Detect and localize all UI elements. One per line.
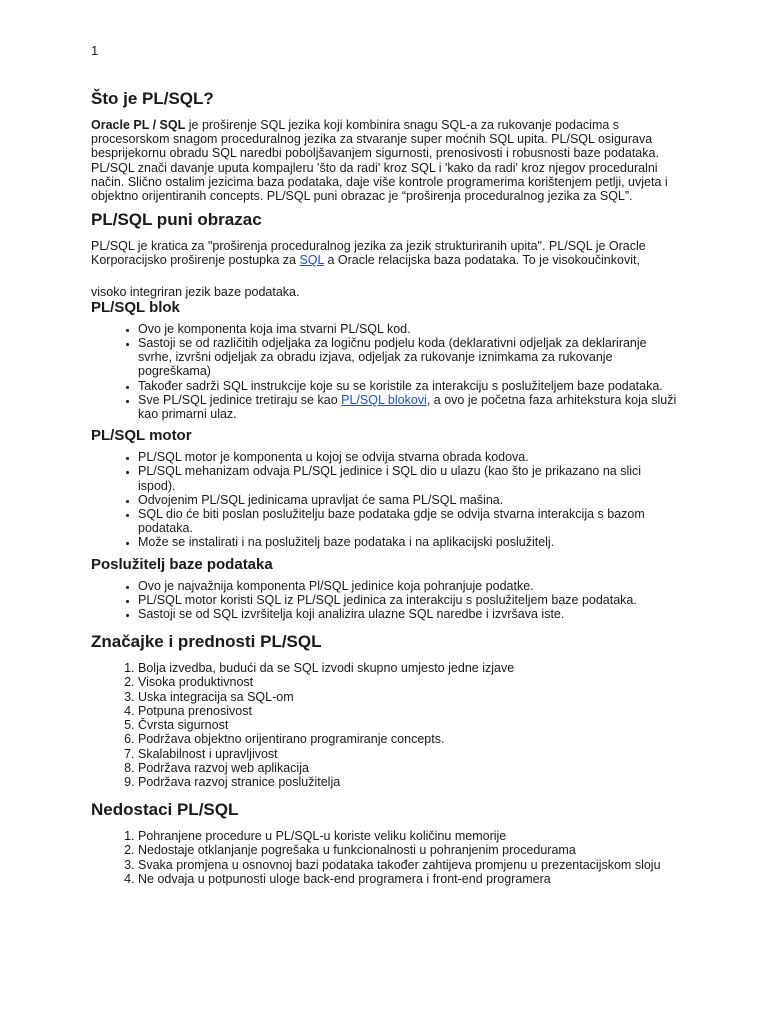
engine-list: [91, 450, 681, 549]
list-item: • Sastoji se od različitih odjeljaka za logičnu podjelu koda (deklarativni odjeljak za deklariranje svrhe, izvršni odjeljak za obradu izjava, odjeljak za rukovanje iznimkama za rukovanje pogreškama): [138, 336, 681, 379]
section-title-db-server: Poslužitelj baze podataka: [91, 555, 273, 573]
list-item: 7. Skalabilnost i upravljivost: [138, 747, 681, 761]
section-title-features: Značajke i prednosti PL/SQL: [91, 632, 322, 652]
list-item: 3. Svaka promjena u osnovnoj bazi podataka također zahtijeva promjenu u prezentacijskom sloju: [138, 858, 681, 872]
intro-text: je proširenje SQL jezika koji kombinira snagu SQL-a za rukovanje podacima s procesorskom snagom proceduralnog jezika za stvaranje super moćnih SQL upita. PL/SQL osigurava besprijekornu obradu SQL naredbi poboljšavanjem sigurnosti, prenosivosti i robusnosti baze podataka.: [91, 118, 659, 161]
full-form-paragraph-2: visoko integriran jezik baze podataka.: [91, 284, 300, 299]
list-item-text-b: , a ovo je početna faza arhitekstura koja služi kao primarni ulaz.: [138, 392, 677, 422]
section-title-full-form: PL/SQL puni obrazac: [91, 210, 262, 230]
block-list: [91, 322, 681, 421]
section-title-what-is-plsql: Što je PL/SQL?: [91, 89, 214, 108]
plsql-blocks-link[interactable]: PL/SQL blokovi: [341, 392, 427, 407]
list-item: 1. Bolja izvedba, budući da se SQL izvodi skupno umjesto jedne izjave: [138, 661, 681, 675]
list-item: 2. Visoka produktivnost: [138, 675, 681, 689]
list-item: 5. Čvrsta sigurnost: [138, 718, 681, 732]
full-form-paragraph: [91, 239, 681, 267]
list-item: • Također sadrži SQL instrukcije koje su se koristile za interakciju s poslužiteljem baze podataka.: [138, 379, 681, 393]
full-form-text-a: PL/SQL je kratica za "proširenja proceduralnog jezika za jezik strukturiranih upita". PL/SQL je Oracle Korporacijsko proširenje postupka za: [91, 239, 646, 268]
second-paragraph: PL/SQL znači davanje uputa kompajleru 'što da radi' kroz SQL i 'kako da radi' kroz njegov proceduralni način. Slično ostalim jezicima baza podataka, daje više kontrole programerima korištenjem petlji, uvjeta i objektno orijentiranih concepts. PL/SQL puni obrazac je “proširenja proceduralnog jezika za SQL”.: [91, 160, 668, 204]
intro-bold-term: Oracle PL / SQL: [91, 118, 186, 132]
document-body: [91, 88, 681, 886]
list-item: • PL/SQL motor koristi SQL iz PL/SQL jedinica za interakciju s poslužiteljem baze podataka.: [138, 593, 681, 607]
sql-link[interactable]: SQL: [299, 253, 325, 268]
full-form-text-b: a Oracle relacijska baza podataka. To je visokoučinkovit,: [324, 253, 640, 268]
list-item: [138, 393, 681, 421]
intro-paragraph: [91, 118, 681, 161]
list-item: • Ovo je najvažnija komponenta Pl/SQL jedinice koja pohranjuje podatke.: [138, 579, 681, 593]
list-item: • SQL dio će biti poslan poslužitelju baze podataka gdje se odvija stvarna interakcija s bazom podataka.: [138, 507, 681, 535]
list-item: • PL/SQL mehanizam odvaja PL/SQL jedinice i SQL dio u ulazu (kao što je prikazano na slici ispod).: [138, 464, 681, 492]
features-list: [91, 661, 681, 789]
list-item: 6. Podržava objektno orijentirano programiranje concepts.: [138, 732, 681, 746]
list-item-text-a: Sve PL/SQL jedinice tretiraju se kao: [138, 392, 342, 407]
list-item: 4. Ne odvaja u potpunosti uloge back-end programera i front-end programera: [138, 872, 681, 886]
section-title-engine: PL/SQL motor: [91, 427, 192, 445]
list-item: • Može se instalirati i na poslužitelj baze podataka i na aplikacijski poslužitelj.: [138, 535, 681, 549]
section-title-disadvantages: Nedostaci PL/SQL: [91, 800, 239, 820]
section-title-block: PL/SQL blok: [91, 298, 180, 316]
list-item: • Sastoji se od SQL izvršitelja koji analizira ulazne SQL naredbe i izvršava iste.: [138, 607, 681, 621]
disadvantages-list: [91, 829, 681, 886]
list-item: 2. Nedostaje otklanjanje pogrešaka u funkcionalnosti u pohranjenim procedurama: [138, 843, 681, 857]
list-item: • Odvojenim PL/SQL jedinicama upravljat će sama PL/SQL mašina.: [138, 493, 681, 507]
db-server-list: [91, 579, 681, 622]
page-number: 1: [91, 43, 99, 58]
list-item: • Ovo je komponenta koja ima stvarni PL/SQL kod.: [138, 322, 681, 336]
list-item: 8. Podržava razvoj web aplikacija: [138, 761, 681, 775]
list-item: 4. Potpuna prenosivost: [138, 704, 681, 718]
list-item: 9. Podržava razvoj stranice poslužitelja: [138, 775, 681, 789]
list-item: 3. Uska integracija sa SQL-om: [138, 690, 681, 704]
list-item: • PL/SQL motor je komponenta u kojoj se odvija stvarna obrada kodova.: [138, 450, 681, 464]
list-item: 1. Pohranjene procedure u PL/SQL-u koriste veliku količinu memorije: [138, 829, 681, 843]
